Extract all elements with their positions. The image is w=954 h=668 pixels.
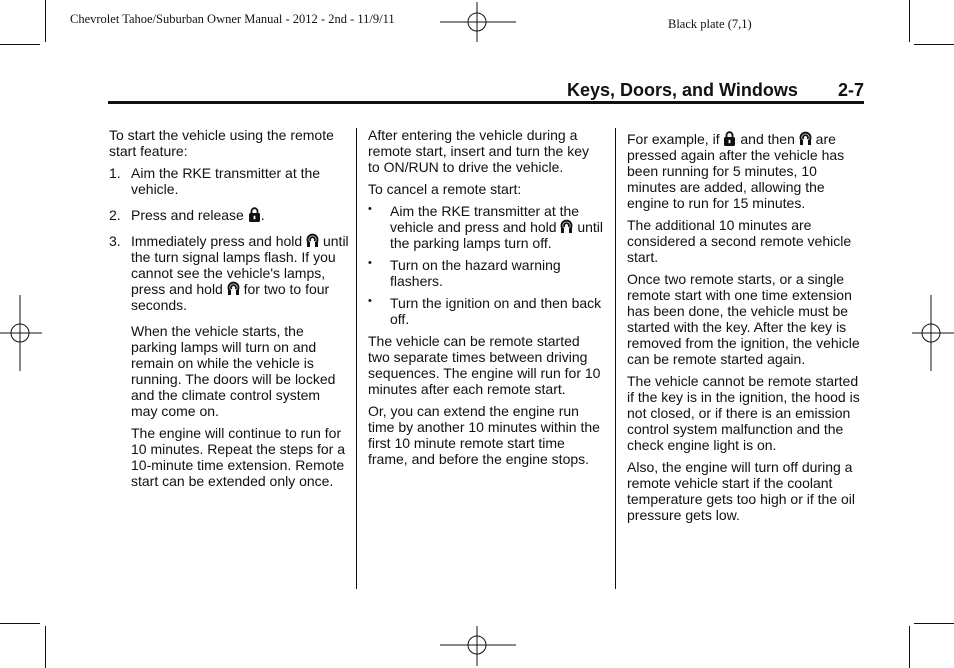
bullet-item-2 [368,257,604,289]
crop-mark-bottom-left-v [45,626,46,668]
bullet-item-3 [368,295,604,327]
bullet-item-1 [368,203,604,251]
column-2 [368,127,604,473]
crop-mark-top-left-v [45,0,46,42]
step-text-end: for two to four seconds. [131,281,330,313]
paragraph-two-starts: The vehicle can be remote started two separate times between driving sequences. The engine will run for 10 minutes after each remote start. [368,333,601,397]
paragraph-vehicle-starts: When the vehicle starts, the parking lamps will turn on and remain on while the vehicle is running. The doors will be locked and the climate control system may come on. [131,323,336,419]
crop-mark-bottom-right-v [909,626,910,668]
section-title: Keys, Doors, and Windows [567,80,798,100]
step-2 [109,207,349,223]
paragraph-cancel-heading: To cancel a remote start: [368,181,522,197]
bullet-mark: • [368,257,372,269]
remote-start-icon [799,131,812,146]
paragraph-example [627,131,867,211]
crop-mark-top-right-h [914,44,954,45]
paragraph-turn-off: Also, the engine will turn off during a remote vehicle start if the coolant temperature gets too high or if the oil pressure gets low. [627,459,856,523]
step-number: 1. [109,165,121,181]
registration-mark-left [0,295,42,371]
paragraph-after-entering: After entering the vehicle during a remote start, insert and turn the key to ON/RUN to drive the vehicle. [368,127,589,175]
bullet-mark: • [368,295,372,307]
page-number: 2-7 [838,80,865,100]
plate-info: Black plate (7,1) [668,17,752,31]
bullet-mark: • [368,203,372,215]
lock-icon [248,207,261,222]
crop-mark-top-left-h [0,44,40,45]
example-text: are pressed again after the vehicle has been running for 5 minutes, 10 minutes are added, allowing the engine to run for 15 minutes. [627,131,845,211]
crop-mark-top-right-v [909,0,910,42]
paragraph-extend: Or, you can extend the engine run time by another 10 minutes within the first 10 minute remote start time frame, and before the engine stops. [368,403,600,467]
remote-start-icon [227,281,240,296]
registration-mark-right [912,295,954,371]
crop-mark-bottom-left-h [0,623,40,624]
paragraph-once-two: Once two remote starts, or a single remote start with one time extension has been done, the vehicle must be started with the key. After the key is removed from the ignition, the vehicle can be remote started again. [627,271,860,367]
example-text: and then [740,131,795,147]
paragraph-cannot-start: The vehicle cannot be remote started if the key is in the ignition, the hood is not closed, or if there is an emission control system malfunction and the check engine light is on. [627,373,860,453]
step-text-end: . [260,207,265,223]
paragraph-engine-continue: The engine will continue to run for 10 minutes. Repeat the steps for a 10-minute time extension. Remote start can be extended only once. [131,425,346,489]
remote-start-icon [560,219,573,234]
lock-icon [723,131,736,146]
step-text-cont: until the turn signal lamps flash. If you cannot see the vehicle's lamps, press and hold [131,233,349,297]
registration-mark-top [440,0,516,42]
remote-start-icon [306,233,319,248]
step-3 [109,233,349,313]
step-number: 2. [109,207,121,223]
bullet-text-end: until the parking lamps turn off. [390,219,604,251]
column-divider-1 [356,128,357,589]
step-1 [109,165,349,197]
step-text: Immediately press and hold [131,233,303,249]
bullet-text: Aim the RKE transmitter at the vehicle and press and hold [390,203,580,235]
step-number: 3. [109,233,121,249]
manual-info: Chevrolet Tahoe/Suburban Owner Manual - 2012 - 2nd - 11/9/11 [70,12,395,26]
intro-text: To start the vehicle using the remote start feature: [109,127,334,159]
crop-mark-bottom-right-h [914,623,954,624]
column-1 [109,127,349,495]
example-text: For example, if [627,131,720,147]
column-divider-2 [615,128,616,589]
column-3 [627,131,867,529]
bullet-text: Turn on the hazard warning flashers. [390,257,561,289]
paragraph-additional: The additional 10 minutes are considered a second remote vehicle start. [627,217,852,265]
bullet-text: Turn the ignition on and then back off. [390,295,602,327]
step-text: Press and release [131,207,244,223]
step-text: Aim the RKE transmitter at the vehicle. [131,165,321,197]
header-rule [108,101,864,104]
registration-mark-bottom [440,626,516,668]
